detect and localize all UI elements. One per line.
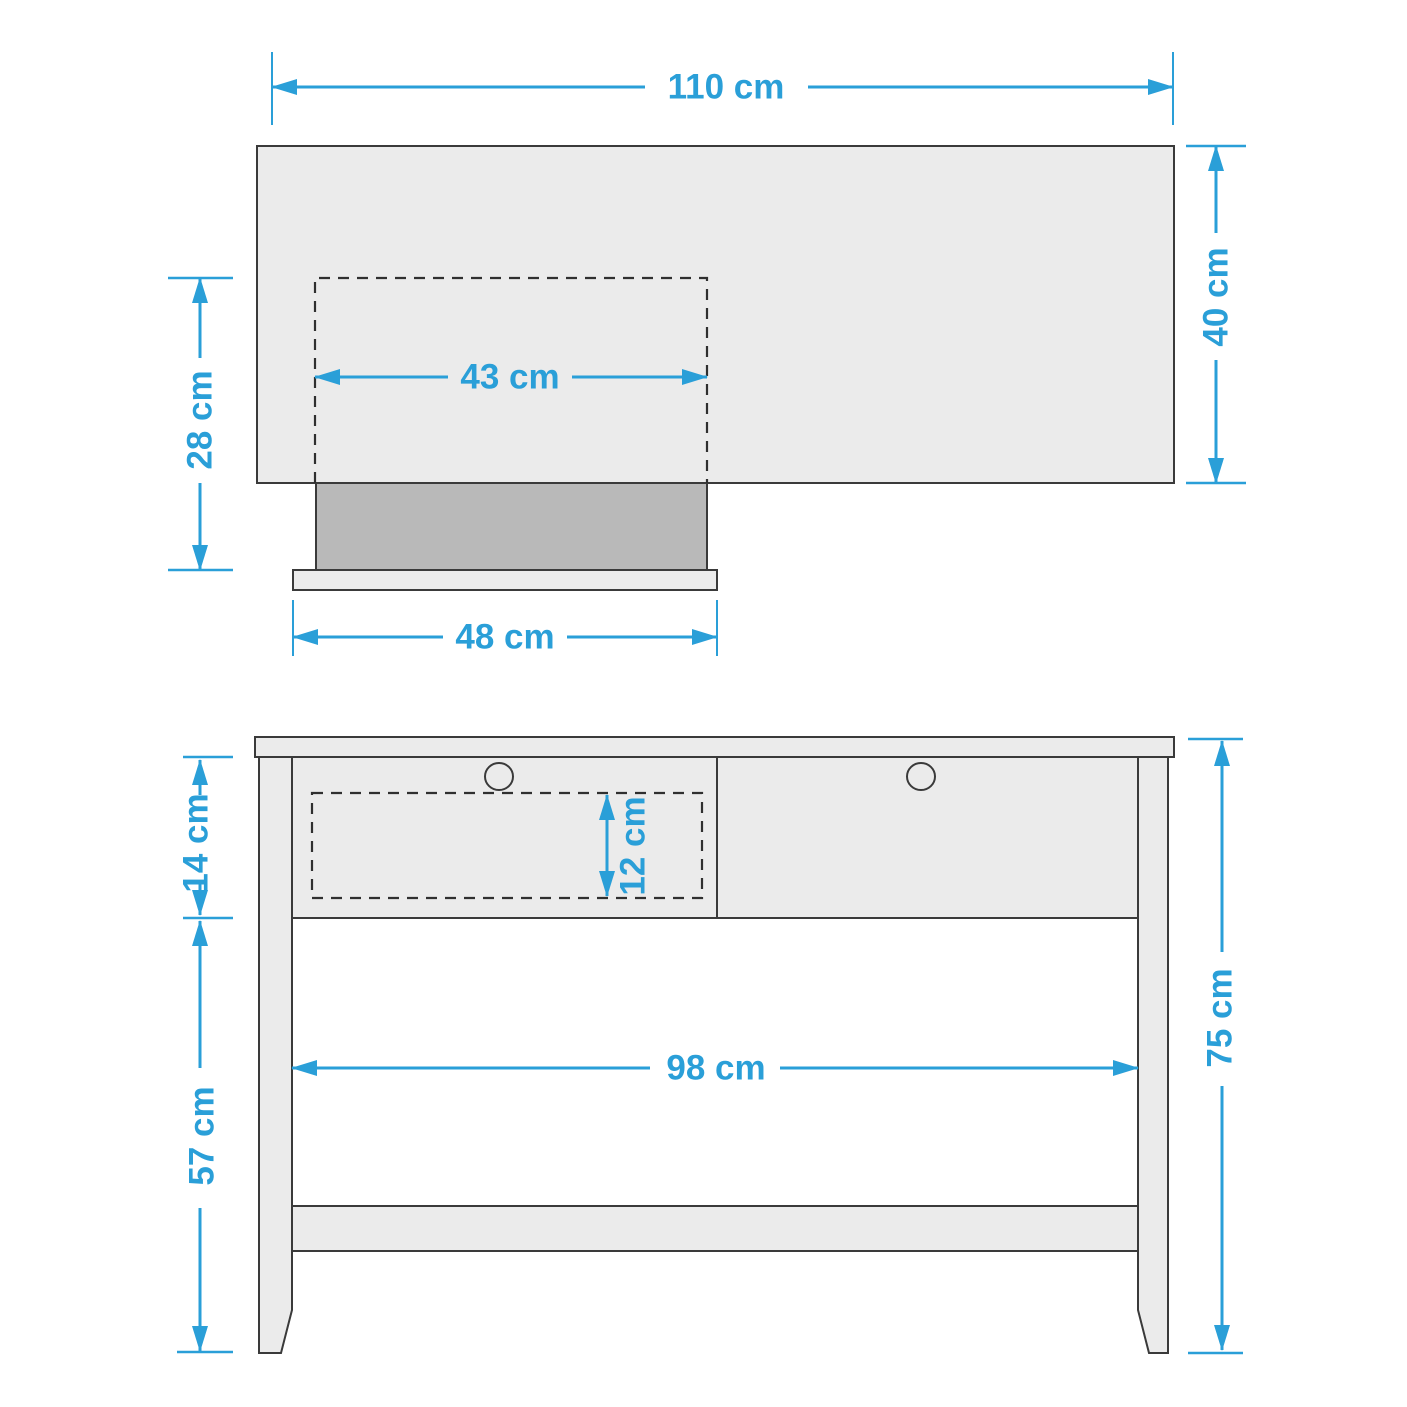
- stretcher: [292, 1206, 1138, 1251]
- right-leg: [1138, 757, 1168, 1353]
- label-top-depth: 40 cm: [1196, 247, 1236, 347]
- top-view: [257, 146, 1174, 590]
- base-plate: [293, 570, 717, 590]
- front-view: [255, 737, 1174, 1353]
- desktop-top-outline: [257, 146, 1174, 483]
- left-leg: [259, 757, 292, 1353]
- label-base-width: 48 cm: [455, 617, 555, 657]
- label-cutout-width: 43 cm: [460, 357, 560, 397]
- label-clearance-height: 57 cm: [182, 1086, 222, 1186]
- label-drawer-opening-height: 12 cm: [613, 796, 653, 896]
- label-drawer-height: 14 cm: [176, 793, 216, 893]
- label-top-width: 110 cm: [667, 67, 785, 107]
- label-overall-height: 75 cm: [1200, 968, 1240, 1068]
- drawer-panel: [292, 757, 1138, 918]
- label-inner-width: 98 cm: [666, 1048, 766, 1088]
- label-cutout-depth: 28 cm: [180, 370, 220, 470]
- pedestal: [316, 483, 707, 570]
- desk-surface: [255, 737, 1174, 757]
